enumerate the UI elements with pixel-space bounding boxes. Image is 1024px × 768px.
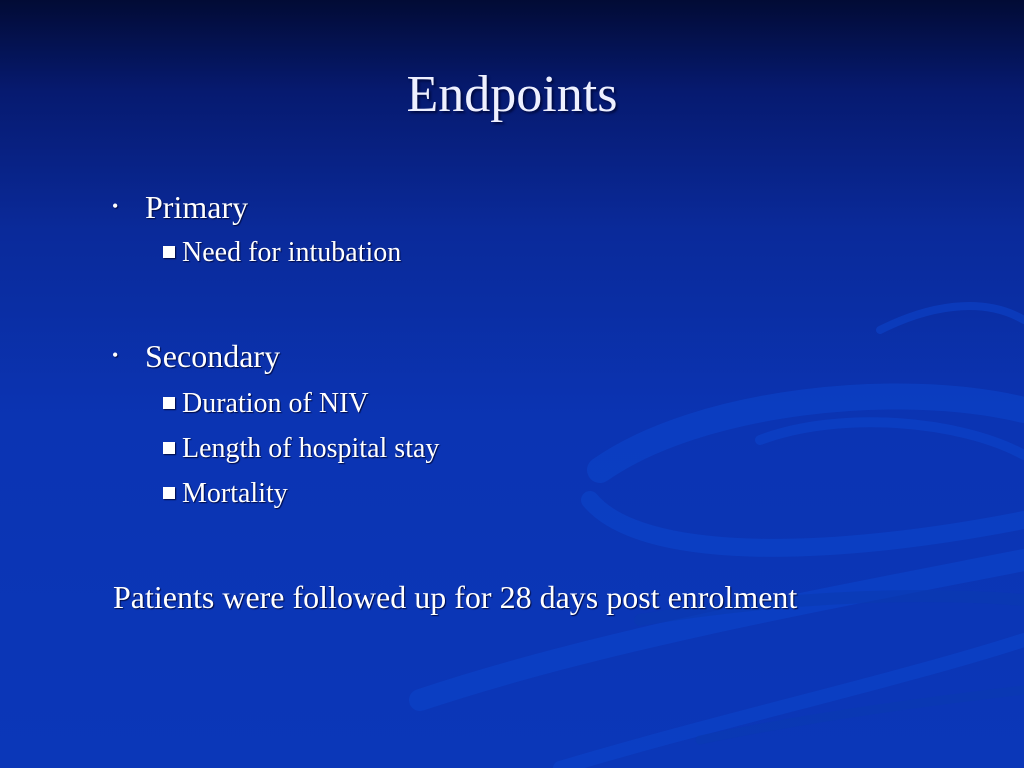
bullet-dot-icon: • — [112, 196, 119, 216]
sub-bullet-mortality — [163, 476, 288, 512]
sub-bullet-label: Length of hospital stay — [182, 433, 440, 464]
sub-bullet-duration-of-niv — [163, 386, 369, 422]
sub-bullet-label: Mortality — [182, 478, 288, 509]
square-bullet-icon — [163, 246, 175, 258]
secondary-heading: Secondary — [145, 338, 281, 374]
square-bullet-icon — [163, 397, 175, 409]
sub-bullet-length-of-hospital-stay — [163, 431, 439, 467]
bullet-dot-icon: • — [112, 345, 119, 365]
sub-bullet-label: Need for intubation — [182, 237, 402, 268]
slide-title: Endpoints — [406, 66, 618, 123]
follow-up-note: Patients were followed up for 28 days post enrolment — [113, 579, 798, 615]
sub-bullet-label: Duration of NIV — [182, 388, 369, 419]
sub-bullet-need-for-intubation — [163, 235, 401, 271]
square-bullet-icon — [163, 442, 175, 454]
square-bullet-icon — [163, 487, 175, 499]
bullet-primary — [112, 186, 248, 227]
bullet-secondary — [112, 335, 280, 376]
primary-heading: Primary — [145, 189, 249, 225]
